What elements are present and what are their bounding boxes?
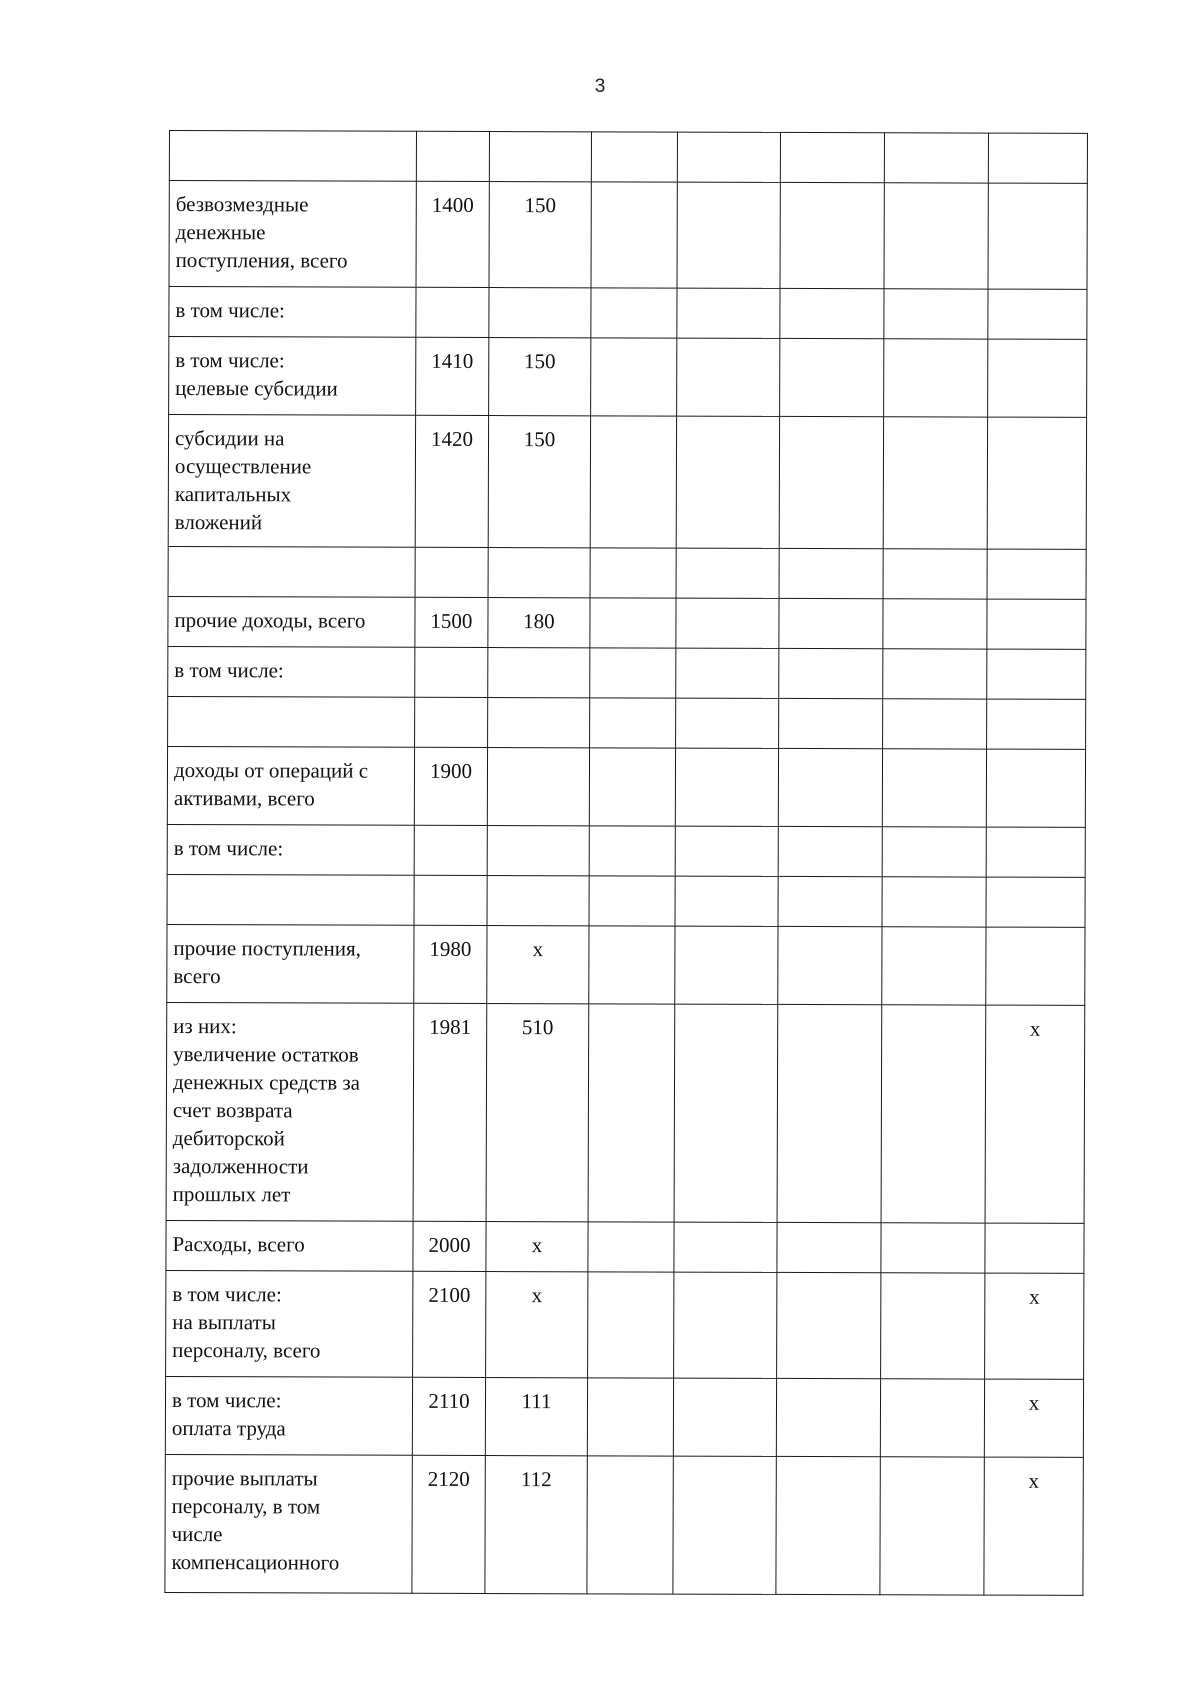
value-cell-6 [776, 1378, 880, 1456]
value-cell-7 [883, 549, 987, 599]
value-cell-5 [673, 1456, 776, 1594]
value-cell-5 [674, 1272, 777, 1378]
row-kbk-cell [489, 288, 591, 338]
value-cell-7 [884, 133, 988, 183]
row-kbk-cell: 111 [485, 1378, 587, 1456]
value-cell-4 [590, 548, 676, 598]
row-name-cell: субсидии на осуществление капитальных вложений [168, 415, 415, 548]
row-kbk-cell: 510 [486, 1004, 589, 1222]
value-cell-6 [779, 598, 883, 648]
value-cell-4 [591, 288, 677, 338]
value-cell-4 [591, 338, 677, 416]
row-kbk-cell: х [487, 926, 589, 1004]
row-name-cell [169, 131, 416, 182]
value-cell-4 [588, 1272, 674, 1378]
value-cell-7 [883, 699, 987, 749]
row-kbk-cell [487, 826, 589, 876]
value-cell-6 [778, 826, 882, 876]
value-cell-8 [986, 749, 1085, 827]
row-name-cell [168, 546, 415, 597]
table-row [165, 1454, 1083, 1595]
table-row [167, 874, 1085, 927]
row-code-cell [415, 647, 488, 697]
value-cell-7 [880, 1457, 984, 1595]
value-cell-4 [589, 748, 675, 826]
table-row [166, 1220, 1084, 1273]
value-cell-6 [780, 182, 884, 288]
value-cell-5 [675, 826, 778, 876]
value-cell-7 [883, 599, 987, 649]
value-cell-7 [881, 1223, 985, 1273]
value-cell-5 [677, 338, 780, 416]
value-cell-7 [884, 339, 988, 417]
row-kbk-cell: х [486, 1272, 588, 1378]
value-cell-5 [677, 182, 780, 288]
row-code-cell: 2110 [412, 1377, 485, 1455]
row-name-cell: в том числе: оплата труда [165, 1376, 412, 1455]
value-cell-5 [677, 288, 780, 338]
row-name-cell [168, 696, 415, 747]
value-cell-6 [779, 648, 883, 698]
row-code-cell: 2120 [412, 1455, 485, 1593]
row-name-cell: прочие поступления, всего [167, 924, 414, 1003]
row-code-cell [415, 697, 488, 747]
row-kbk-cell: 150 [489, 338, 591, 416]
value-cell-7 [882, 749, 986, 827]
value-cell-4 [590, 698, 676, 748]
row-kbk-cell: 180 [488, 598, 590, 648]
value-cell-4 [589, 876, 675, 926]
table-row [168, 596, 1086, 649]
row-kbk-cell [488, 698, 590, 748]
value-cell-5 [676, 648, 779, 698]
value-cell-4 [587, 1456, 673, 1594]
value-cell-4 [588, 1222, 674, 1272]
row-code-cell [414, 825, 487, 875]
row-kbk-cell [487, 748, 589, 826]
value-cell-8 [988, 289, 1087, 339]
value-cell-8 [987, 599, 1086, 649]
value-cell-6 [777, 1222, 881, 1272]
value-cell-7 [880, 1379, 984, 1457]
value-cell-6 [780, 132, 884, 182]
row-code-cell [415, 547, 488, 597]
value-cell-8: х [985, 1273, 1084, 1379]
value-cell-4 [588, 1004, 675, 1222]
value-cell-4 [591, 132, 677, 182]
table-row [166, 1270, 1084, 1379]
value-cell-5 [677, 132, 780, 182]
value-cell-7 [882, 927, 986, 1005]
value-cell-6 [779, 416, 883, 548]
row-code-cell: 1420 [415, 415, 488, 547]
table-row [167, 746, 1085, 827]
value-cell-7 [881, 1005, 986, 1223]
value-cell-6 [779, 548, 883, 598]
row-name-cell: в том числе: целевые субсидии [169, 337, 416, 416]
value-cell-8 [987, 549, 1086, 599]
value-cell-8: х [984, 1379, 1083, 1457]
row-code-cell: 1500 [415, 597, 488, 647]
row-name-cell: из них: увеличение остатков денежных средств за счет возврата дебиторской задолженности прошлых лет [166, 1002, 414, 1221]
value-cell-7 [882, 877, 986, 927]
row-name-cell [167, 874, 414, 925]
row-name-cell: прочие доходы, всего [168, 596, 415, 647]
row-kbk-cell: 112 [485, 1456, 587, 1594]
row-name-cell: Расходы, всего [166, 1220, 413, 1271]
value-cell-8 [987, 417, 1086, 549]
value-cell-4 [590, 416, 676, 548]
value-cell-8 [987, 699, 1086, 749]
value-cell-8: х [985, 1005, 1085, 1223]
value-cell-8 [985, 1223, 1084, 1273]
table-row [169, 181, 1087, 290]
value-cell-5 [675, 876, 778, 926]
value-cell-7 [881, 1273, 985, 1379]
table-row [168, 646, 1086, 699]
row-code-cell: 2000 [413, 1221, 486, 1271]
value-cell-5 [676, 548, 779, 598]
value-cell-7 [883, 417, 987, 549]
value-cell-8 [988, 183, 1087, 289]
row-name-cell: в том числе: [168, 646, 415, 697]
row-kbk-cell [488, 548, 590, 598]
value-cell-7 [884, 289, 988, 339]
value-cell-6 [778, 876, 882, 926]
table-row [169, 337, 1087, 418]
row-name-cell: доходы от операций с активами, всего [167, 746, 414, 825]
value-cell-5 [674, 1004, 778, 1222]
budget-table-body [165, 131, 1088, 1596]
value-cell-8 [986, 877, 1085, 927]
value-cell-6 [777, 1004, 882, 1222]
value-cell-8 [988, 133, 1087, 183]
table-row [168, 415, 1086, 550]
row-kbk-cell: х [486, 1222, 588, 1272]
value-cell-5 [675, 748, 778, 826]
table-row [169, 287, 1087, 340]
row-code-cell: 1410 [416, 337, 489, 415]
value-cell-7 [884, 183, 988, 289]
value-cell-7 [883, 649, 987, 699]
table-row [169, 131, 1087, 184]
value-cell-4 [590, 648, 676, 698]
row-code-cell [416, 287, 489, 337]
value-cell-6 [780, 288, 884, 338]
row-code-cell: 1981 [413, 1003, 487, 1221]
value-cell-6 [777, 1272, 881, 1378]
value-cell-6 [778, 926, 882, 1004]
value-cell-4 [587, 1378, 673, 1456]
row-kbk-cell [487, 876, 589, 926]
value-cell-6 [779, 698, 883, 748]
value-cell-4 [590, 598, 676, 648]
value-cell-6 [780, 338, 884, 416]
row-name-cell: в том числе: [169, 287, 416, 338]
value-cell-5 [673, 1378, 776, 1456]
table-row [166, 1002, 1085, 1223]
value-cell-6 [778, 748, 882, 826]
value-cell-5 [674, 1222, 777, 1272]
row-name-cell: в том числе: на выплаты персоналу, всего [166, 1270, 413, 1377]
row-name-cell: в том числе: [167, 824, 414, 875]
value-cell-4 [589, 826, 675, 876]
row-kbk-cell [488, 648, 590, 698]
value-cell-8: х [984, 1457, 1083, 1595]
row-code-cell: 1900 [414, 747, 487, 825]
row-code-cell: 1400 [416, 181, 489, 287]
value-cell-6 [776, 1456, 880, 1594]
row-kbk-cell: 150 [488, 416, 590, 548]
value-cell-8 [988, 339, 1087, 417]
value-cell-8 [987, 649, 1086, 699]
row-code-cell: 1980 [414, 925, 487, 1003]
value-cell-4 [589, 926, 675, 1004]
row-code-cell: 2100 [413, 1271, 486, 1377]
row-code-cell [414, 875, 487, 925]
value-cell-8 [986, 927, 1085, 1005]
row-kbk-cell [489, 132, 591, 182]
table-row [167, 824, 1085, 877]
value-cell-7 [882, 827, 986, 877]
table-row [168, 546, 1086, 599]
table-row [167, 924, 1085, 1005]
row-name-cell: безвозмездные денежные поступления, всего [169, 181, 416, 288]
row-code-cell [416, 131, 489, 181]
value-cell-5 [676, 598, 779, 648]
budget-table [164, 130, 1088, 1596]
value-cell-5 [675, 926, 778, 1004]
value-cell-4 [591, 182, 677, 288]
row-name-cell: прочие выплаты персоналу, в том числе компенсационного [165, 1454, 412, 1593]
page-number: 3 [594, 76, 606, 97]
row-kbk-cell: 150 [489, 182, 591, 288]
value-cell-5 [676, 698, 779, 748]
table-row [165, 1376, 1083, 1457]
value-cell-5 [676, 416, 779, 548]
value-cell-8 [986, 827, 1085, 877]
table-row [168, 696, 1086, 749]
